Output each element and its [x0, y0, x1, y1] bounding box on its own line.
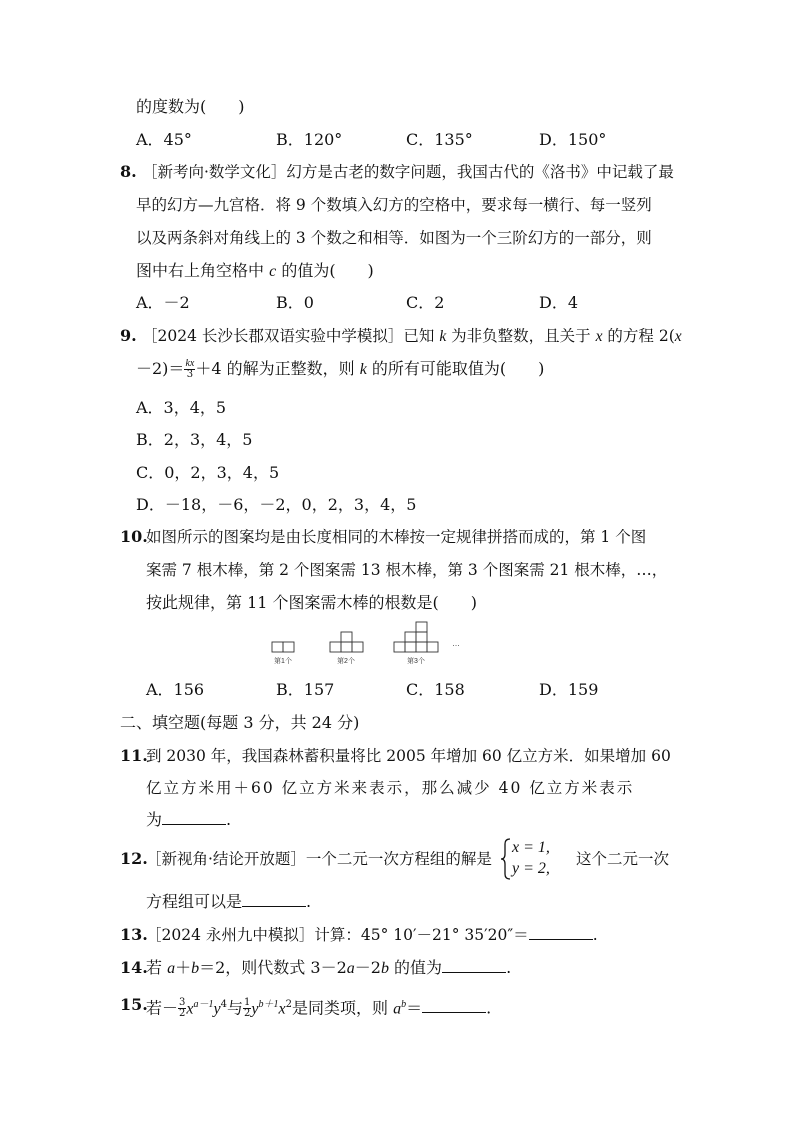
- q12-number: 12.: [120, 849, 148, 868]
- q8-number: 8.: [120, 162, 137, 181]
- q15-fraction-2: $\frac{1}{2}$: [244, 997, 251, 1020]
- q15-number: 15.: [120, 995, 148, 1014]
- q10-line-1: 如图所示的图案均是由长度相同的木棒按一定规律拼搭而成的，第 1 个图: [146, 528, 647, 546]
- q12-equation-1: x = 1,: [512, 839, 550, 856]
- q11-line-2: 亿立方米用＋60 亿立方米来表示，那么减少 40 亿立方米表示: [146, 779, 635, 797]
- q9-option-d: D．－18，－6，－2，0，2，3，4，5: [136, 495, 417, 514]
- q7-tail: 的度数为( ): [136, 97, 245, 116]
- q7-option-a: A．45°: [136, 130, 192, 149]
- q10-figure-label-3: 第3个: [407, 658, 425, 665]
- q13-number: 13.: [120, 925, 148, 944]
- q7-option-b: B．120°: [276, 130, 343, 149]
- q9-option-a: A．3，4，5: [136, 398, 227, 417]
- section-2-heading: 二、填空题(每题 3 分，共 24 分): [120, 713, 360, 732]
- q7-option-d: D．150°: [539, 130, 607, 149]
- q8-line-2: 早的幻方—九宫格．将 9 个数填入幻方的空格中，要求每一横行、每一竖列: [136, 196, 652, 214]
- q9-line-2: －2)＝ $\frac{kx}{3}$ ＋4 的解为正整数，则 k 的所有可能取值为( ): [136, 358, 545, 380]
- q8-option-b: B．0: [276, 293, 314, 312]
- q15-fraction-1: $\frac{3}{2}$: [179, 997, 186, 1020]
- q10-figure-label-1: 第1个: [274, 658, 292, 665]
- q8-option-a: A．－2: [136, 293, 190, 312]
- q11-line-3: 为 .: [146, 810, 232, 829]
- q12-line-2: 方程组可以是 .: [146, 892, 312, 911]
- q15-answer-blank[interactable]: [422, 998, 486, 1013]
- q8-option-c: C．2: [406, 293, 445, 312]
- q12-line-1-end: 这个二元一次: [576, 850, 670, 868]
- q12-left-brace: [500, 838, 512, 880]
- q9-option-b: B．2，3，4，5: [136, 430, 253, 449]
- q14-text: 若 a＋b＝2，则代数式 3－2a－2b 的值为 .: [146, 958, 512, 977]
- q10-stick-pattern-figure: [266, 618, 466, 668]
- q13-answer-blank[interactable]: [529, 925, 593, 940]
- q10-option-b: B．157: [276, 680, 335, 699]
- q9-number: 9.: [120, 326, 137, 345]
- q10-line-2: 案需 7 根木棒，第 2 个图案需 13 根木棒，第 3 个图案需 21 根木棒，…，: [146, 561, 668, 579]
- q14-number: 14.: [120, 958, 148, 977]
- q11-number: 11.: [120, 746, 148, 765]
- q14-answer-blank[interactable]: [442, 958, 506, 973]
- q10-line-3: 按此规律，第 11 个图案需木棒的根数是( ): [146, 593, 478, 612]
- q12-equation-2: y = 2,: [512, 860, 550, 877]
- q11-answer-blank[interactable]: [162, 810, 226, 825]
- q10-figure-ellipsis: …: [452, 639, 460, 648]
- q8-option-d: D．4: [539, 293, 579, 312]
- q10-option-a: A．156: [146, 680, 205, 699]
- q11-line-1: 到 2030 年，我国森林蓄积量将比 2005 年增加 60 亿立方米．如果增加 60: [146, 747, 671, 765]
- q10-option-c: C．158: [406, 680, 465, 699]
- q9-line-1: ［2024 长沙长郡双语实验中学模拟］已知 k 为非负整数，且关于 x 的方程 2(x: [142, 327, 682, 345]
- q12-answer-blank[interactable]: [242, 892, 306, 907]
- q8-line-4: 图中右上角空格中 c 的值为( ): [136, 261, 374, 280]
- q13-text: ［2024 永州九中模拟］计算：45° 10′－21° 35′20″＝ .: [146, 926, 598, 944]
- q10-figure-label-2: 第2个: [337, 658, 355, 665]
- q15-text: 若－ $\frac{3}{2}$ $x^{a-1}y^4$与 $\frac{1}{2}$ $y^{b+1}x^2$是同类项，则 $a^b=$ .: [146, 997, 492, 1020]
- q10-option-d: D．159: [539, 680, 599, 699]
- q7-option-c: C．135°: [406, 130, 473, 149]
- q10-number: 10.: [120, 527, 148, 546]
- q8-line-1: ［新考向·数学文化］幻方是古老的数字问题，我国古代的《洛书》中记载了最: [142, 163, 674, 181]
- q8-line-3: 以及两条斜对角线上的 3 个数之和相等．如图为一个三阶幻方的一部分，则: [136, 229, 652, 247]
- q9-option-c: C．0，2，3，4，5: [136, 463, 280, 482]
- q12-line-1: ［新视角·结论开放题］一个二元一次方程组的解是: [146, 850, 492, 868]
- q9-fraction: $\frac{kx}{3}$: [185, 358, 195, 380]
